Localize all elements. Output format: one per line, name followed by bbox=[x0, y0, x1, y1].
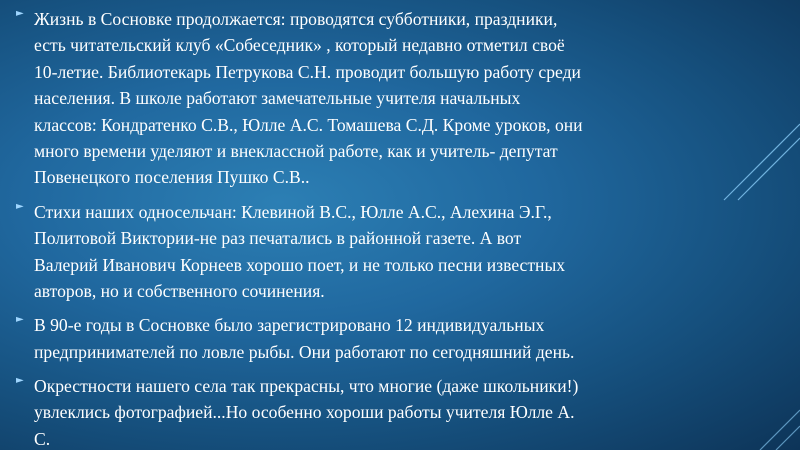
deco-line-2 bbox=[738, 138, 800, 200]
bullet-item-1 bbox=[10, 6, 690, 191]
bullet-text: Окрестности нашего села так прекрасны, что многие (даже школьники!) увлеклись фотографией...Но особенно хороши работы учителя Юлле А. С. bbox=[34, 376, 579, 449]
bullet-text: Стихи наших односельчан: Клевиной В.С., Юлле А.С., Алехина Э.Г., Политовой Виктории-не раз печатались в районной газете. А вот Валерий Иванович Корнеев хорошо поет, и не только песни известных авторов, но и собственного сочинения. bbox=[34, 201, 566, 301]
deco-line-1 bbox=[724, 124, 800, 200]
bullet-arrow-icon: ► bbox=[16, 375, 24, 387]
bullet-text: В 90-е годы в Сосновке было зарегистрировано 12 индивидуальных предпринимателей по ловле рыбы. Они работают по сегодняшний день. bbox=[34, 315, 575, 362]
bullet-arrow-icon: ► bbox=[16, 314, 24, 326]
bullet-list bbox=[10, 6, 690, 450]
bullet-arrow-icon: ► bbox=[16, 200, 24, 212]
bullet-item-3 bbox=[10, 312, 690, 365]
bullet-item-2 bbox=[10, 199, 690, 305]
bullet-arrow-icon: ► bbox=[16, 8, 24, 19]
deco-line-3 bbox=[760, 410, 800, 450]
bullet-text: Жизнь в Сосновке продолжается: проводятся субботники, праздники, есть читательский клуб «Собеседник» , который недавно отметил своё 10-летие. Библиотекарь Петрукова С.Н. проводит большую работу среди населения. В школе работают замечательные учителя начальных классов: Кондратенко С.В., Юлле А.С. Томашева С.Д. Кроме уроков, они много времени уделяют и внеклассной работе, как и учитель- депутат Повенецкого поселения Пушко С.В.. bbox=[34, 9, 583, 188]
bullet-item-4 bbox=[10, 373, 690, 450]
